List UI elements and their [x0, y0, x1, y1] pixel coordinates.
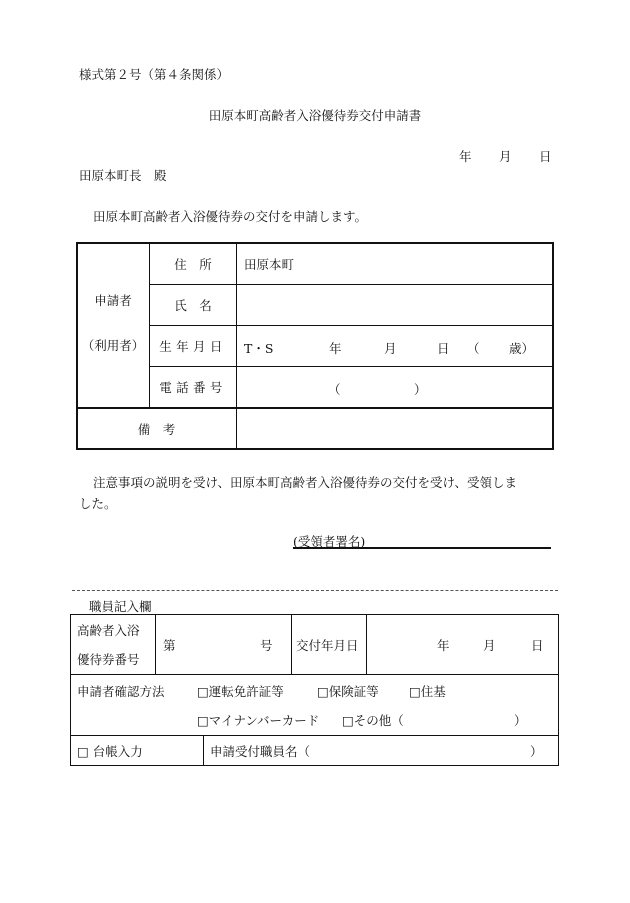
name-field[interactable]	[238, 286, 552, 324]
ticket-prefix: 第	[163, 638, 176, 653]
ledger-checkbox[interactable]: □ 台帳入力	[77, 744, 143, 759]
phone-label: 電話番号	[159, 380, 227, 395]
date-month: 月	[499, 149, 512, 164]
date-year: 年	[459, 149, 472, 164]
name-label: 氏 名	[174, 298, 212, 313]
staff-heading: 職員記入欄	[89, 599, 152, 614]
verify-other-checkbox[interactable]: □その他（	[342, 713, 404, 728]
age-unit: 歳）	[509, 341, 535, 356]
applicant-group-label: 申請者	[94, 293, 132, 308]
applicant-group-sublabel: （利用者）	[81, 338, 145, 353]
birth-day: 日	[437, 341, 450, 356]
col-divider	[366, 614, 367, 674]
date-day: 日	[539, 149, 552, 164]
remarks-field[interactable]	[238, 409, 552, 448]
verify-mynumber-checkbox[interactable]: □マイナンバーカード	[197, 713, 320, 728]
ticket-suffix: 号	[260, 638, 273, 653]
address-label: 住 所	[174, 256, 212, 272]
birth-label: 生年月日	[159, 339, 227, 354]
birth-era: T・S	[244, 341, 274, 356]
phone-open: （	[328, 382, 341, 397]
verify-other-close: ）	[514, 713, 527, 728]
col-divider	[155, 614, 156, 674]
row-divider	[70, 674, 559, 675]
col-divider	[203, 735, 204, 766]
birth-year: 年	[329, 341, 342, 356]
signature-label: (受領者署名)	[293, 534, 366, 549]
issue-date-label: 交付年月日	[296, 638, 359, 653]
row-divider	[70, 735, 559, 736]
verify-juki-checkbox[interactable]: □住基	[409, 684, 446, 699]
col-divider	[236, 243, 237, 449]
issue-day: 日	[531, 638, 544, 653]
birth-month: 月	[384, 341, 397, 356]
notice-line-2: した。	[79, 496, 117, 511]
ticket-label: 高齢者入浴	[77, 623, 140, 638]
remarks-label: 備 考	[137, 422, 176, 437]
address-field[interactable]: 田原本町	[244, 256, 295, 272]
form-number: 様式第２号（第４条関係）	[79, 67, 230, 82]
intro-text: 田原本町高齢者入浴優待券の交付を申請します。	[93, 209, 368, 224]
receiver-label: 申請受付職員名（	[210, 744, 311, 759]
ticket-sublabel: 優待券番号	[77, 652, 140, 667]
issue-month: 月	[483, 638, 496, 653]
verify-license-checkbox[interactable]: □運転免許証等	[197, 684, 284, 699]
receiver-close: ）	[530, 744, 543, 759]
notice-line-1: 注意事項の説明を受け、田原本町高齢者入浴優待券の交付を受け、受領しま	[93, 475, 518, 490]
age-open: （	[467, 341, 480, 356]
addressee: 田原本町長 殿	[79, 168, 167, 183]
cut-line	[72, 590, 558, 591]
verify-insurance-checkbox[interactable]: □保険証等	[317, 684, 379, 699]
verify-label: 申請者確認方法	[77, 684, 165, 699]
col-divider	[291, 614, 292, 674]
phone-close: ）	[414, 382, 427, 397]
signature-line[interactable]	[293, 547, 551, 549]
page-title: 田原本町高齢者入浴優待券交付申請書	[208, 108, 422, 123]
issue-year: 年	[437, 638, 450, 653]
